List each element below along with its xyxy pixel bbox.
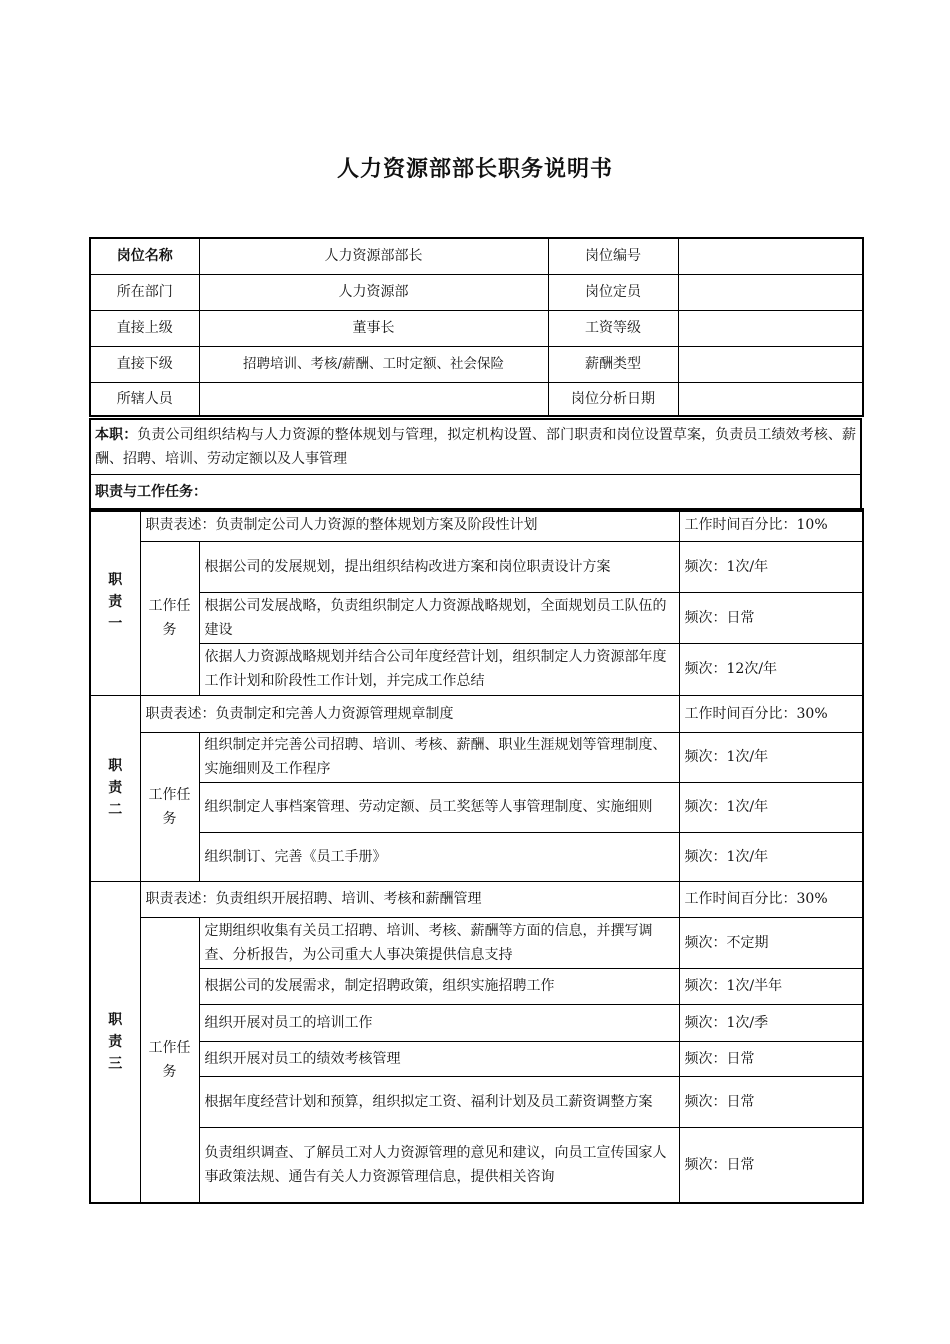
task-label: 工作任务 bbox=[140, 541, 199, 695]
task-text: 组织制定人事档案管理、劳动定额、员工奖惩等人事管理制度、实施细则 bbox=[199, 782, 679, 832]
duty-percent: 工作时间百分比：10% bbox=[679, 509, 863, 541]
info-row bbox=[90, 382, 863, 416]
field-value bbox=[678, 238, 863, 274]
task-frequency: 频次：日常 bbox=[679, 592, 863, 643]
task-row bbox=[90, 732, 863, 782]
duty-statement: 职责表述：负责制定公司人力资源的整体规划方案及阶段性计划 bbox=[140, 509, 679, 541]
task-text: 根据年度经营计划和预算，组织拟定工资、福利计划及员工薪资调整方案 bbox=[199, 1076, 679, 1127]
field-label: 所在部门 bbox=[90, 274, 199, 310]
field-label: 岗位定员 bbox=[548, 274, 678, 310]
task-text: 组织制定并完善公司招聘、培训、考核、薪酬、职业生涯规划等管理制度、实施细则及工作程序 bbox=[199, 732, 679, 782]
task-text: 定期组织收集有关员工招聘、培训、考核、薪酬等方面的信息，并撰写调查、分析报告，为公司重大人事决策提供信息支持 bbox=[199, 917, 679, 968]
task-row bbox=[90, 1041, 863, 1076]
field-label: 薪酬类型 bbox=[548, 346, 678, 382]
summary-table bbox=[89, 418, 862, 512]
task-text: 依据人力资源战略规划并结合公司年度经营计划，组织制定人力资源部年度工作计划和阶段性工作计划，并完成工作总结 bbox=[199, 643, 679, 695]
task-row bbox=[90, 1127, 863, 1203]
task-frequency: 频次：1次/季 bbox=[679, 1004, 863, 1041]
duty-percent: 工作时间百分比：30% bbox=[679, 881, 863, 917]
field-value: 董事长 bbox=[199, 310, 548, 346]
task-frequency: 频次：1次/年 bbox=[679, 732, 863, 782]
field-value bbox=[678, 346, 863, 382]
task-text: 组织开展对员工的绩效考核管理 bbox=[199, 1041, 679, 1076]
field-value: 招聘培训、考核/薪酬、工时定额、社会保险 bbox=[199, 346, 548, 382]
task-text: 组织开展对员工的培训工作 bbox=[199, 1004, 679, 1041]
duty-name: 职 责 一 bbox=[90, 509, 140, 695]
task-frequency: 频次：1次/年 bbox=[679, 782, 863, 832]
task-frequency: 频次：日常 bbox=[679, 1041, 863, 1076]
field-label: 直接上级 bbox=[90, 310, 199, 346]
task-row bbox=[90, 1004, 863, 1041]
info-row bbox=[90, 346, 863, 382]
duties-heading: 职责与工作任务： bbox=[90, 475, 861, 511]
task-label: 工作任务 bbox=[140, 917, 199, 1203]
field-label: 岗位分析日期 bbox=[548, 382, 678, 416]
field-value: 人力资源部部长 bbox=[199, 238, 548, 274]
task-frequency: 频次：日常 bbox=[679, 1076, 863, 1127]
duties-table bbox=[89, 508, 864, 1204]
task-row bbox=[90, 782, 863, 832]
duty-statement-row bbox=[90, 695, 863, 732]
field-label: 工资等级 bbox=[548, 310, 678, 346]
field-label: 直接下级 bbox=[90, 346, 199, 382]
task-row bbox=[90, 643, 863, 695]
duty-name: 职 责 二 bbox=[90, 695, 140, 881]
task-row bbox=[90, 541, 863, 592]
task-text: 组织制订、完善《员工手册》 bbox=[199, 832, 679, 881]
field-value bbox=[678, 310, 863, 346]
field-value bbox=[678, 274, 863, 310]
duty-statement-row bbox=[90, 881, 863, 917]
task-text: 根据公司的发展需求，制定招聘政策，组织实施招聘工作 bbox=[199, 968, 679, 1004]
task-frequency: 频次：1次/半年 bbox=[679, 968, 863, 1004]
task-row bbox=[90, 1076, 863, 1127]
info-row bbox=[90, 238, 863, 274]
info-row bbox=[90, 274, 863, 310]
summary-label: 本职： bbox=[95, 427, 138, 443]
field-label: 岗位名称 bbox=[90, 238, 199, 274]
task-row bbox=[90, 917, 863, 968]
task-frequency: 频次：1次/年 bbox=[679, 541, 863, 592]
info-row bbox=[90, 310, 863, 346]
task-frequency: 频次：1次/年 bbox=[679, 832, 863, 881]
task-row bbox=[90, 592, 863, 643]
task-text: 负责组织调查、了解员工对人力资源管理的意见和建议，向员工宣传国家人事政策法规、通告有关人力资源管理信息，提供相关咨询 bbox=[199, 1127, 679, 1203]
field-value bbox=[678, 382, 863, 416]
duty-statement-row bbox=[90, 509, 863, 541]
duty-name: 职 责 三 bbox=[90, 881, 140, 1203]
task-label: 工作任务 bbox=[140, 732, 199, 881]
summary-text: 负责公司组织结构与人力资源的整体规划与管理，拟定机构设置、部门职责和岗位设置草案，负责员工绩效考核、薪酬、招聘、培训、劳动定额以及人事管理 bbox=[95, 427, 857, 467]
page-title: 人力资源部部长职务说明书 bbox=[336, 157, 613, 182]
task-frequency: 频次：12次/年 bbox=[679, 643, 863, 695]
task-frequency: 频次：日常 bbox=[679, 1127, 863, 1203]
duty-percent: 工作时间百分比：30% bbox=[679, 695, 863, 732]
task-frequency: 频次：不定期 bbox=[679, 917, 863, 968]
duty-statement: 职责表述：负责制定和完善人力资源管理规章制度 bbox=[140, 695, 679, 732]
field-value: 人力资源部 bbox=[199, 274, 548, 310]
task-text: 根据公司发展战略，负责组织制定人力资源战略规划，全面规划员工队伍的建设 bbox=[199, 592, 679, 643]
duty-statement: 职责表述：负责组织开展招聘、培训、考核和薪酬管理 bbox=[140, 881, 679, 917]
job-summary bbox=[90, 419, 861, 475]
task-text: 根据公司的发展规划，提出组织结构改进方案和岗位职责设计方案 bbox=[199, 541, 679, 592]
basic-info-table bbox=[89, 237, 864, 417]
field-label: 岗位编号 bbox=[548, 238, 678, 274]
task-row bbox=[90, 968, 863, 1004]
field-label: 所辖人员 bbox=[90, 382, 199, 416]
task-row bbox=[90, 832, 863, 881]
field-value bbox=[199, 382, 548, 416]
